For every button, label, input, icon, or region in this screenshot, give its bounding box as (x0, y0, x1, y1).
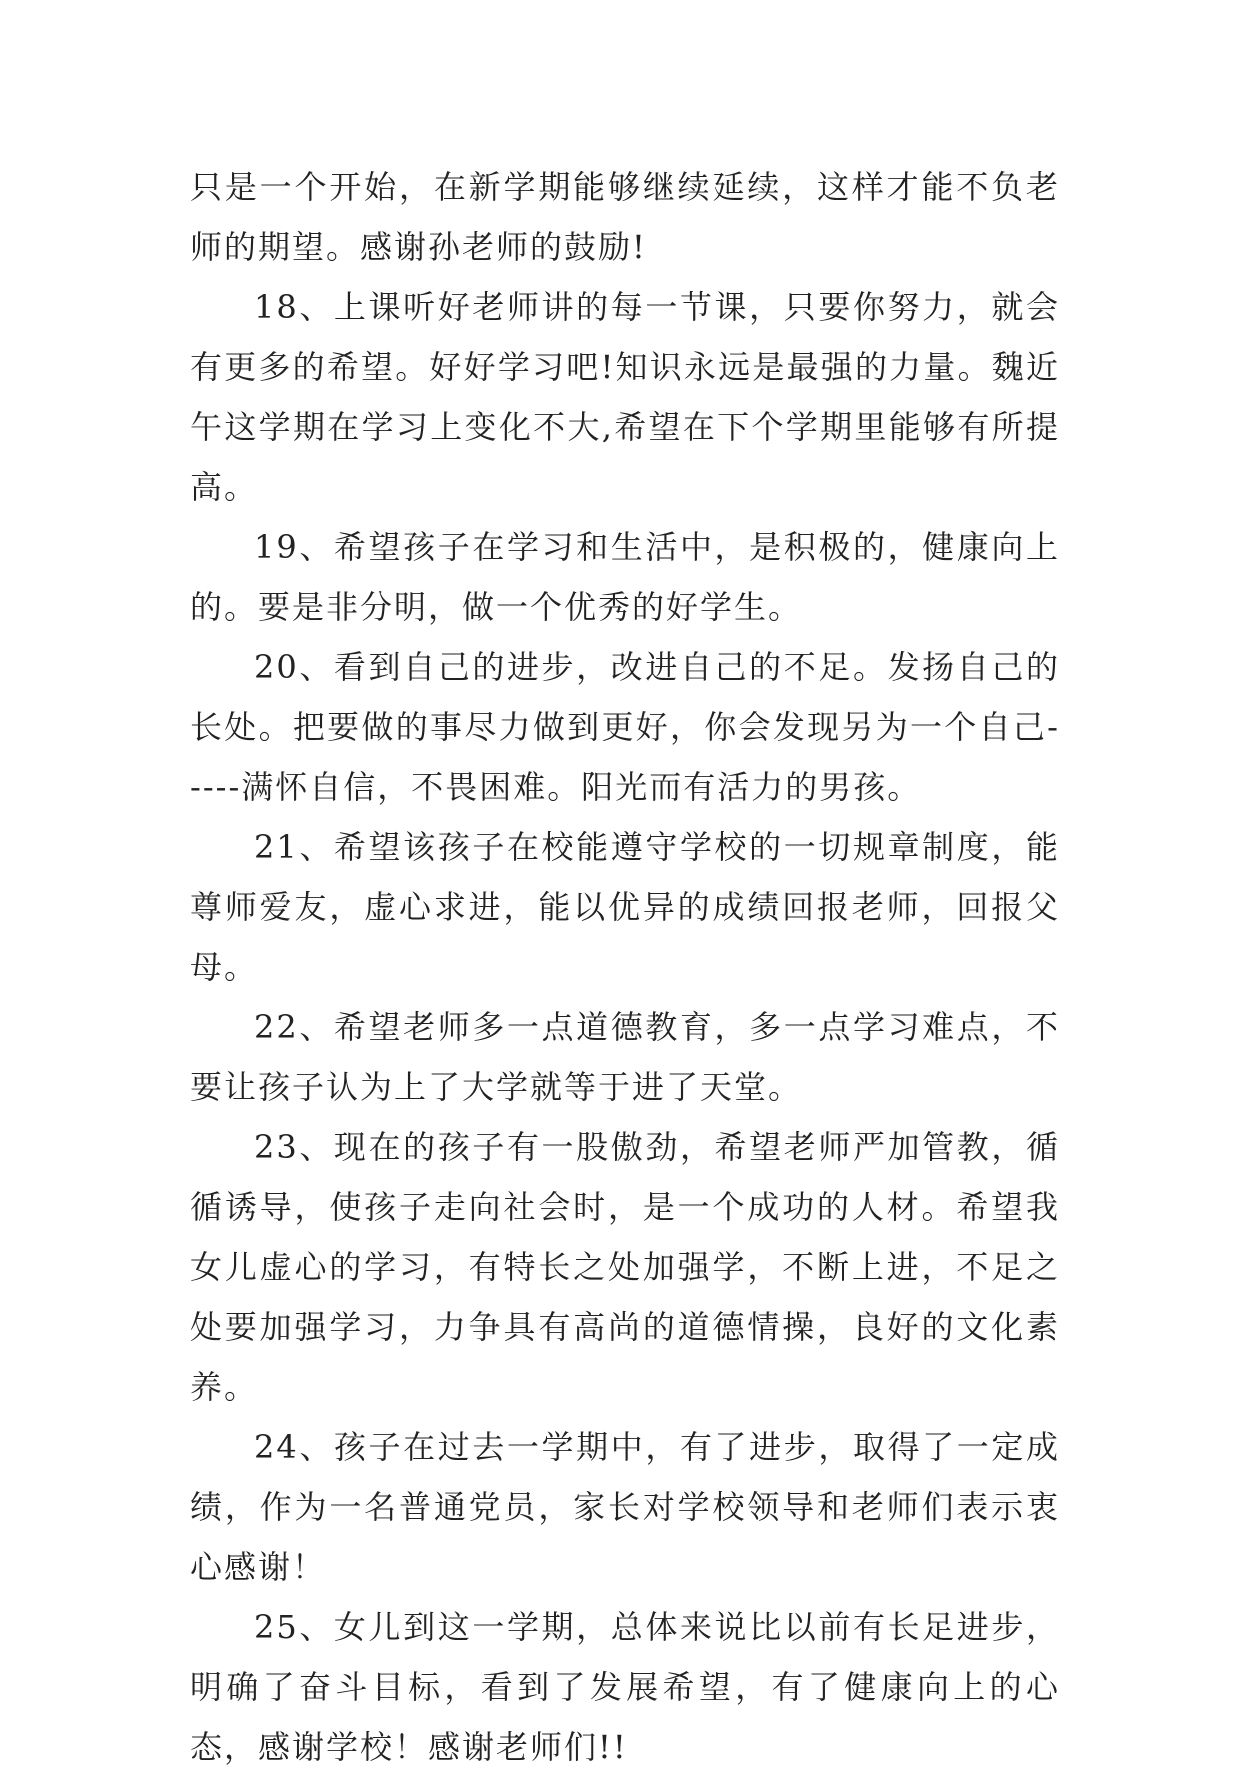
paragraph-24: 24、孩子在过去一学期中，有了进步，取得了一定成绩，作为一名普通党员，家长对学校领导和老师们表示衷心感谢！ (190, 1428, 1060, 1586)
paragraph-25: 25、女儿到这一学期，总体来说比以前有长足进步，明确了奋斗目标，看到了发展希望，有了健康向上的心态，感谢学校！感谢老师们!! (190, 1608, 1060, 1766)
document-body (190, 157, 1060, 1777)
paragraph-17-continuation: 只是一个开始，在新学期能够继续延续，这样才能不负老师的期望。感谢孙老师的鼓励! (190, 168, 1060, 266)
paragraph-21: 21、希望该孩子在校能遵守学校的一切规章制度，能尊师爱友，虚心求进，能以优异的成绩回报老师，回报父母。 (190, 828, 1060, 986)
paragraph-20: 20、看到自己的进步，改进自己的不足。发扬自己的长处。把要做的事尽力做到更好，你会发现另为一个自己-----满怀自信，不畏困难。阳光而有活力的男孩。 (190, 648, 1060, 806)
paragraph-19: 19、希望孩子在学习和生活中，是积极的，健康向上的。要是非分明，做一个优秀的好学生。 (190, 528, 1060, 626)
paragraph-18: 18、上课听好老师讲的每一节课，只要你努力，就会有更多的希望。好好学习吧!知识永远是最强的力量。魏近午这学期在学习上变化不大,希望在下个学期里能够有所提高。 (190, 288, 1060, 506)
paragraph-23: 23、现在的孩子有一股傲劲，希望老师严加管教，循循诱导，使孩子走向社会时，是一个成功的人材。希望我女儿虚心的学习，有特长之处加强学，不断上进，不足之处要加强学习，力争具有高尚的道德情操，良好的文化素养。 (190, 1128, 1060, 1406)
paragraph-22: 22、希望老师多一点道德教育，多一点学习难点，不要让孩子认为上了大学就等于进了天堂。 (190, 1008, 1060, 1106)
